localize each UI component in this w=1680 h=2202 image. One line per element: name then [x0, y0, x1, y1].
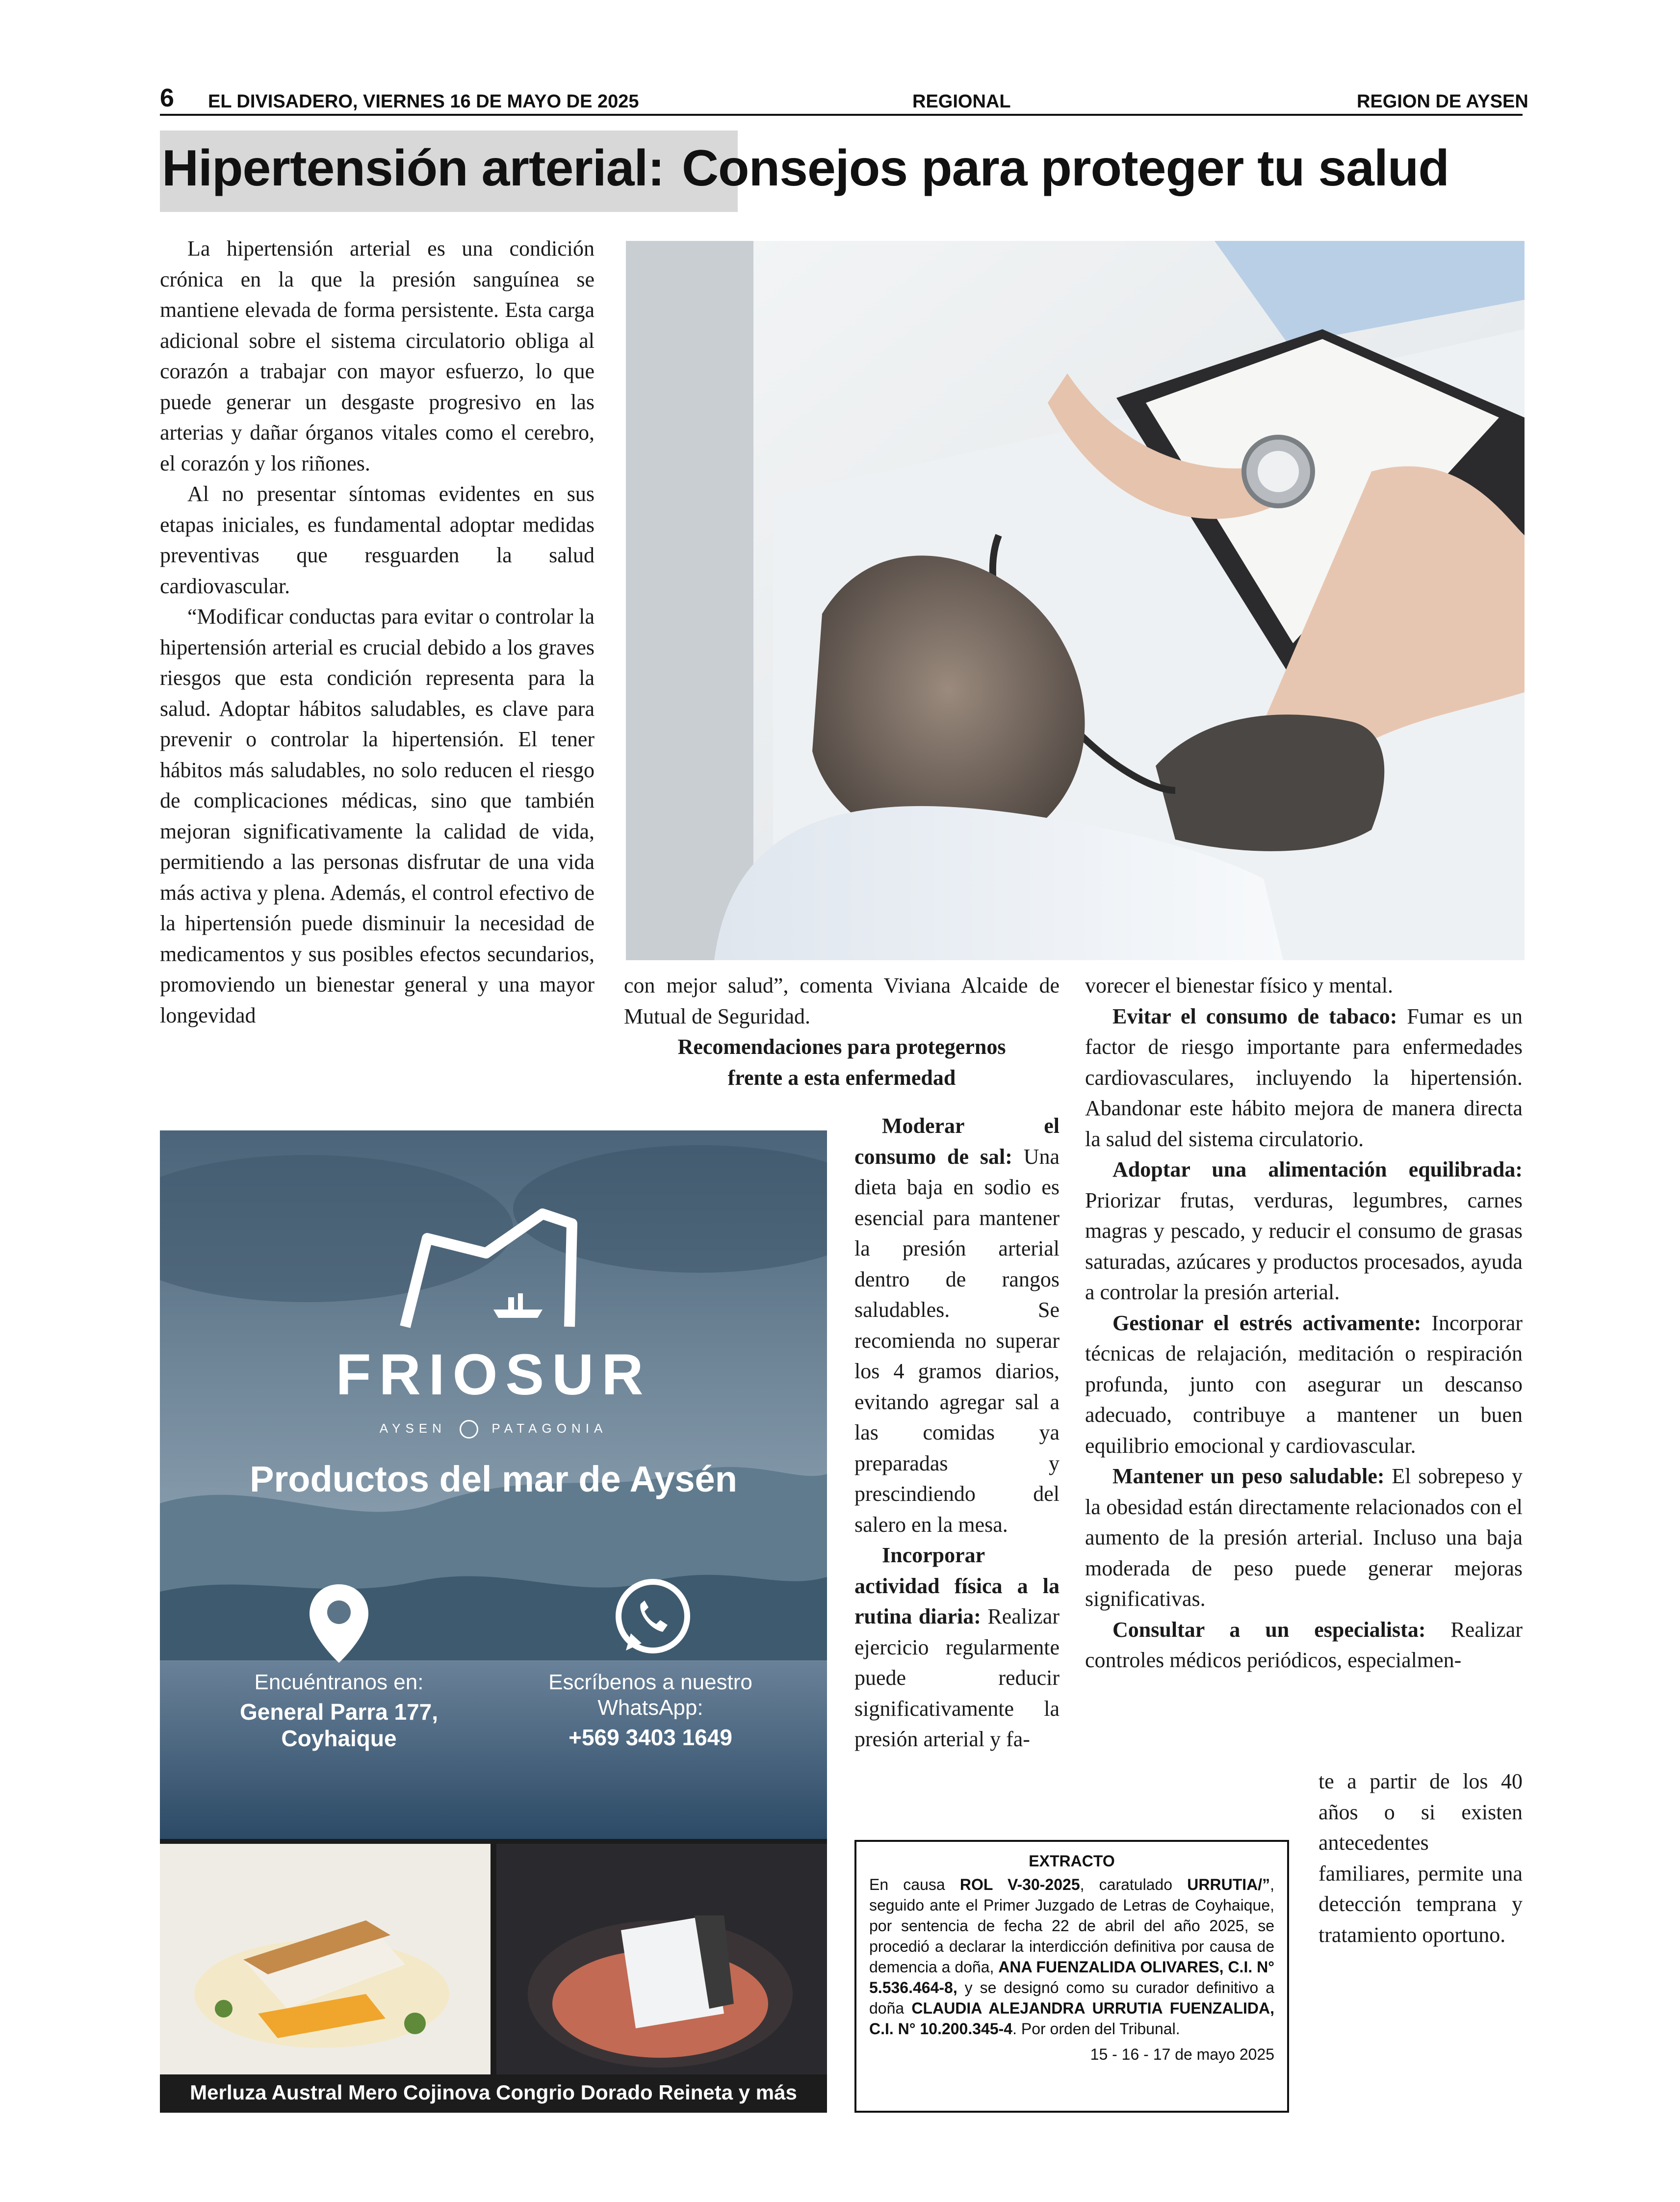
recommendation-title: Gestionar el estrés activamente: — [1112, 1311, 1422, 1335]
section-name: REGIONAL — [912, 91, 1011, 112]
region-name: REGION DE AYSEN — [1357, 91, 1528, 112]
extracto-body — [856, 1874, 1287, 2039]
headline — [162, 139, 1449, 198]
subheading: Recomendaciones para protegernos frente a esta enfermedad — [677, 1035, 1006, 1090]
compass-icon — [460, 1420, 478, 1439]
paragraph: La hipertensión arterial es una condición crónica en la que la presión sanguínea se mantiene elevada de forma persistente. Esta carga adicional sobre el sistema circulatorio obliga al corazón a trabajar con mayor esfuerzo, lo que puede generar un desgaste progresivo en las arterias y dañar órganos vitales como el cerebro, el corazón y los riñones. — [160, 236, 594, 475]
recommendation-title: Incorporar actividad física a la rutina diaria: — [854, 1543, 1060, 1628]
location-pin-icon — [307, 1582, 371, 1665]
recommendation-text: Una dieta baja en sodio es esencial para mantener la presión arterial dentro de rangos saludables. Se recomienda no superar los 4 gramos diarios, evitando agregar sal a las comidas ya preparadas y prescindiendo del salero en la mesa. — [854, 1144, 1060, 1537]
photo-illustration — [626, 241, 1525, 960]
paragraph: te a partir de los 40 años o si existen antecedentes familiares, permite una detección temprana y tratamiento oportuno. — [1318, 1769, 1523, 1947]
recommendation-title: Evitar el consumo de tabaco: — [1112, 1004, 1397, 1028]
recommendation-item — [1085, 1308, 1523, 1462]
ad-headline: Productos del mar de Aysén — [250, 1459, 737, 1499]
paragraph: “Modificar conductas para evitar o controlar la hipertensión arterial es crucial debido a los graves riesgos que esta condición representa para la salud. Adoptar hábitos saludables, es clave para prevenir o controlar la hipertensión. El tener hábitos más saludables, no solo reducen el riesgo de complicaciones médicas, sino que también mejoran significativamente la calidad de vida, permitiendo a las personas disfrutar de una vida más activa y plena. Además, el control efectivo de la hipertensión puede disminuir la necesidad de medicamentos y sus posibles efectos secundarios, promoviendo un bienestar general y una mayor longevidad — [160, 604, 594, 1027]
article-column-2 — [854, 1111, 1060, 1755]
recommendation-title: Consultar a un especialista: — [1112, 1617, 1426, 1642]
address-line-2: Coyhaique — [281, 1726, 397, 1751]
recommendation-item — [1085, 1154, 1523, 1308]
publication-date: EL DIVISADERO, VIERNES 16 DE MAYO DE 2025 — [208, 91, 639, 112]
paragraph: con mejor salud”, comenta Viviana Alcaide de Mutual de Seguridad. — [624, 973, 1060, 1028]
recommendation-text: Realizar ejercicio regularmente puede reducir significativamente la presión arterial y fa- — [854, 1604, 1060, 1751]
article-column-3-tail — [1318, 1766, 1523, 1950]
whatsapp-label-2: WhatsApp: — [597, 1696, 703, 1720]
page-number: 6 — [160, 84, 174, 112]
recommendation-title: Mantener un peso saludable: — [1112, 1464, 1385, 1488]
paragraph: vorecer el bienestar físico y mental. — [1085, 973, 1393, 997]
headline-rest: Consejos para proteger tu salud — [681, 140, 1449, 197]
friosur-advertisement — [160, 1130, 827, 2113]
extracto-text-run: CLAUDIA ALEJANDRA URRUTIA FUENZALIDA, C.I. N° 10.200.345-4 — [869, 1999, 1274, 2038]
headline-lead: Hipertensión arterial: — [162, 140, 665, 197]
extracto-text-run: ANA FUENZALIDA OLIVARES, C.I. N° 5.536.464-8, — [869, 1958, 1275, 1996]
legal-notice-extracto — [854, 1840, 1289, 2113]
brand-tagline — [160, 1420, 827, 1439]
paragraph: Al no presentar síntomas evidentes en sus etapas iniciales, es fundamental adoptar medidas preventivas que resguarden la salud cardiovascular. — [160, 482, 594, 598]
recommendation-item — [854, 1540, 1060, 1755]
extracto-text-run: , seguido ante el Primer Juzgado de Letras de Coyhaique, por sentencia de fecha 22 de abril del año 2025, se procedió a declarar la interdicción definitiva por causa de demencia a doña, — [869, 1876, 1275, 1976]
header-rule — [160, 114, 1523, 116]
recommendation-text: Realizar controles médicos periódicos, especialmen- — [1085, 1617, 1523, 1672]
recommendation-text: Fumar es un factor de riesgo importante para enfermedades cardiovasculares, incluyendo la hipertensión. Abandonar este hábito mejora de manera directa la salud del sistema circulatorio. — [1085, 1004, 1523, 1151]
products-list: Merluza Austral Mero Cojinova Congrio Dorado Reineta y más — [190, 2081, 797, 2104]
extracto-text-run: En causa — [869, 1876, 960, 1893]
recommendation-item — [854, 1111, 1060, 1540]
tagline-region: AYSEN — [379, 1420, 446, 1436]
friosur-logo-icon — [395, 1204, 592, 1337]
recommendation-text: Priorizar frutas, verduras, legumbres, carnes magras y pescado, y reducir el consumo de grasas saturadas, azúcares y productos procesados, ayuda a controlar la presión arterial. — [1085, 1188, 1523, 1304]
article-column-2-top — [624, 970, 1060, 1093]
tagline-patagonia: PATAGONIA — [491, 1420, 608, 1436]
extracto-text-run: y se designó como su curador definitivo a doña — [869, 1979, 1274, 2017]
whatsapp-icon — [611, 1577, 695, 1660]
extracto-text-run: , caratulado — [1080, 1876, 1188, 1893]
recommendation-text: Incorporar técnicas de relajación, meditación o respiración profunda, junto con asegurar un descanso adecuado, contribuye a mantener un buen equilibrio emocional y cardiovascular. — [1085, 1311, 1523, 1458]
brand-name: FRIOSUR — [336, 1342, 651, 1407]
extracto-text-run: . Por orden del Tribunal. — [1012, 2020, 1180, 2038]
recommendation-title: Adoptar una alimentación equilibrada: — [1112, 1157, 1523, 1181]
article-column-3 — [1085, 970, 1523, 1676]
recommendation-item — [1085, 1461, 1523, 1615]
recommendation-title: Moderar el consumo de sal: — [854, 1114, 1060, 1169]
blood-pressure-photo — [626, 241, 1525, 960]
address-line-1: General Parra 177, — [239, 1699, 439, 1725]
extracto-dates: 15 - 16 - 17 de mayo 2025 — [1090, 2045, 1274, 2063]
recommendation-item — [1085, 1001, 1523, 1155]
extracto-text-run: ROL V-30-2025 — [959, 1876, 1080, 1893]
extracto-text-run: URRUTIA/” — [1187, 1876, 1270, 1893]
recommendation-item — [1085, 1615, 1523, 1676]
article-column-1 — [160, 234, 594, 1031]
extracto-title: EXTRACTO — [1029, 1852, 1115, 1870]
recommendation-text: El sobrepeso y la obesidad están directamente relacionados con el aumento de la presión arterial. Incluso una baja moderada de peso puede generar mejoras significativas. — [1085, 1464, 1523, 1611]
whatsapp-label-1: Escríbenos a nuestro — [548, 1670, 752, 1694]
whatsapp-number: +569 3403 1649 — [569, 1725, 732, 1750]
find-us-label: Encuéntranos en: — [254, 1670, 424, 1694]
